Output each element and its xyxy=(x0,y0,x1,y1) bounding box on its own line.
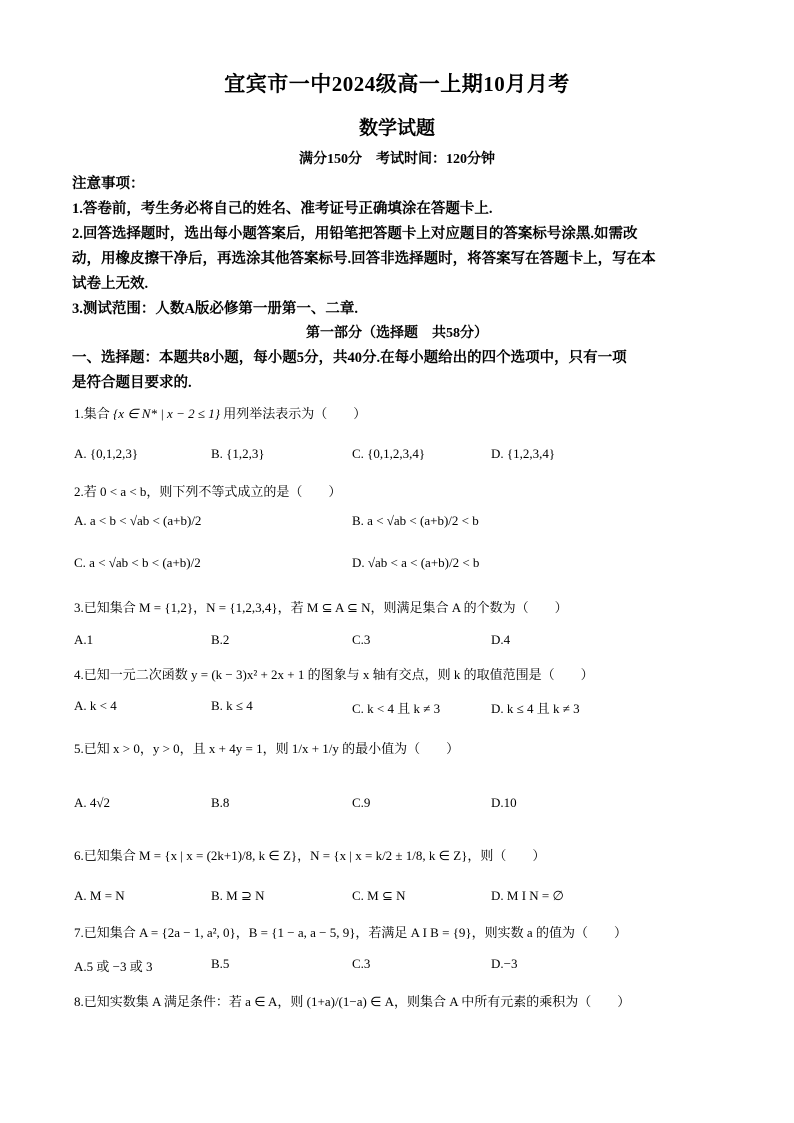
question-8-stem: 8.已知实数集 A 满足条件：若 a ∈ A，则 (1+a)/(1−a) ∈ A，则集合 A 中所有元素的乘积为（ ） xyxy=(74,994,631,1009)
q6-option-c: C. M ⊆ N xyxy=(352,888,406,903)
q1-suffix: 用列举法表示为（ ） xyxy=(223,406,367,421)
q5-option-c: C.9 xyxy=(352,795,371,810)
q4-option-b: B. k ≤ 4 xyxy=(211,698,253,713)
q5-option-b: B.8 xyxy=(211,795,230,810)
question-3-stem: 3.已知集合 M = {1,2}，N = {1,2,3,4}，若 M ⊆ A ⊆ N，则满足集合 A 的个数为（ ） xyxy=(74,600,568,615)
notes-heading: 注意事项： xyxy=(72,176,145,192)
q3-option-d: D.4 xyxy=(491,632,511,647)
q1-math: {x ∈ N* | x − 2 ≤ 1} xyxy=(113,406,220,421)
q6-option-a: A. M = N xyxy=(74,888,125,903)
q1-option-a: A. {0,1,2,3} xyxy=(74,446,139,461)
part-instruction-1: 一、选择题：本题共8小题，每小题5分，共40分.在每小题给出的四个选项中，只有一项 xyxy=(72,350,627,366)
q4-option-d: D. k ≤ 4 且 k ≠ 3 xyxy=(491,701,580,716)
q7-option-c: C.3 xyxy=(352,956,371,971)
note-item-3: 3.测试范围：人数A版必修第一册第一、二章. xyxy=(72,301,358,317)
q3-option-c: C.3 xyxy=(352,632,371,647)
q2-option-d: D. √ab < a < (a+b)/2 < b xyxy=(352,555,480,570)
q3-option-a: A.1 xyxy=(74,632,94,647)
q5-option-d: D.10 xyxy=(491,795,517,810)
q5-option-a: A. 4√2 xyxy=(74,795,111,810)
question-2-stem: 2.若 0 < a < b，则下列不等式成立的是（ ） xyxy=(74,484,342,499)
question-6-stem: 6.已知集合 M = {x | x = (2k+1)/8, k ∈ Z}，N = {x | x = k/2 ± 1/8, k ∈ Z}，则（ ） xyxy=(74,848,546,863)
exam-title: 宜宾市一中2024级高一上期10月月考 xyxy=(224,72,570,96)
q1-option-c: C. {0,1,2,3,4} xyxy=(352,446,426,461)
q6-option-d: D. M I N = ∅ xyxy=(491,888,564,903)
q7-option-d: D.−3 xyxy=(491,956,518,971)
q1-prefix: 1.集合 xyxy=(74,406,110,421)
q1-option-d: D. {1,2,3,4} xyxy=(491,446,556,461)
q7-option-b: B.5 xyxy=(211,956,230,971)
question-7-stem: 7.已知集合 A = {2a − 1, a², 0}，B = {1 − a, a − 5, 9}，若满足 A I B = {9}，则实数 a 的值为（ ） xyxy=(74,925,627,940)
note-item-2: 2.回答选择题时，选出每小题答案后，用铅笔把答题卡上对应题目的答案标号涂黑.如需改 xyxy=(72,226,638,242)
question-4-stem: 4.已知一元二次函数 y = (k − 3)x² + 2x + 1 的图象与 x 轴有交点，则 k 的取值范围是（ ） xyxy=(74,667,594,682)
note-item-2-end: 试卷上无效. xyxy=(72,276,149,292)
q1-option-b: B. {1,2,3} xyxy=(211,446,265,461)
q4-option-a: A. k < 4 xyxy=(74,698,117,713)
q2-option-a: A. a < b < √ab < (a+b)/2 xyxy=(74,513,202,528)
q2-option-b: B. a < √ab < (a+b)/2 < b xyxy=(352,513,479,528)
q4-option-c: C. k < 4 且 k ≠ 3 xyxy=(352,701,441,716)
q7-option-a: A.5 或 −3 或 3 xyxy=(74,959,153,974)
exam-info: 满分150分 考试时间：120分钟 xyxy=(299,152,495,167)
exam-subtitle: 数学试题 xyxy=(358,118,435,139)
note-item-2-cont: 动，用橡皮擦干净后，再选涂其他答案标号.回答非选择题时，将答案写在答题卡上，写在本 xyxy=(72,251,656,267)
question-5-stem: 5.已知 x > 0，y > 0，且 x + 4y = 1，则 1/x + 1/y 的最小值为（ ） xyxy=(74,741,460,756)
question-1-stem xyxy=(74,403,366,422)
part-heading: 第一部分（选择题 共58分） xyxy=(306,326,488,341)
q3-option-b: B.2 xyxy=(211,632,230,647)
q6-option-b: B. M ⊇ N xyxy=(211,888,265,903)
q2-option-c: C. a < √ab < b < (a+b)/2 xyxy=(74,555,201,570)
part-instruction-2: 是符合题目要求的. xyxy=(72,375,192,391)
note-item-1: 1.答卷前，考生务必将自己的姓名、准考证号正确填涂在答题卡上. xyxy=(72,201,493,217)
